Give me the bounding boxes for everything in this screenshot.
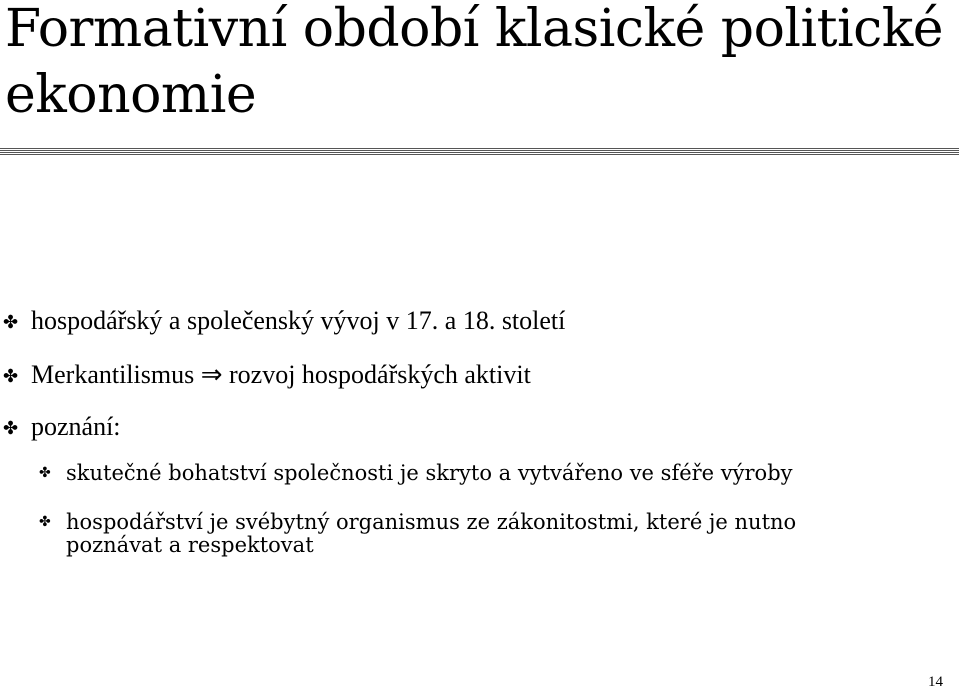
page-number: 14: [928, 674, 943, 690]
sub-bullet-icon: ✤: [39, 514, 51, 530]
sub-bullet-icon: ✤: [39, 465, 51, 481]
bullet-text: hospodářský a společenský vývoj v 17. a 18. století: [31, 306, 566, 335]
sub-bullet-item: [0, 462, 900, 486]
bullet-icon: ✤: [3, 366, 19, 386]
bullet-text: poznání:: [31, 412, 121, 441]
bullet-item: [0, 304, 900, 338]
sub-bullet-text: hospodářství je svébytný organismus ze zákonitostmi, které je nutno poznávat a respektovat: [66, 510, 797, 557]
title-divider: [0, 148, 959, 158]
sub-bullet-text: skutečné bohatství společnosti je skryto a vytvářeno ve sféře výroby: [66, 461, 793, 485]
slide-title: Formativní období klasické politické ekonomie: [5, 0, 944, 125]
bullet-text: Merkantilismus ⇒ rozvoj hospodářských aktivit: [31, 360, 531, 389]
sub-bullet-item: [0, 511, 900, 559]
bullet-icon: ✤: [3, 312, 19, 332]
bullet-item: [0, 358, 900, 392]
bullet-item: [0, 410, 900, 444]
bullet-icon: ✤: [3, 418, 19, 438]
